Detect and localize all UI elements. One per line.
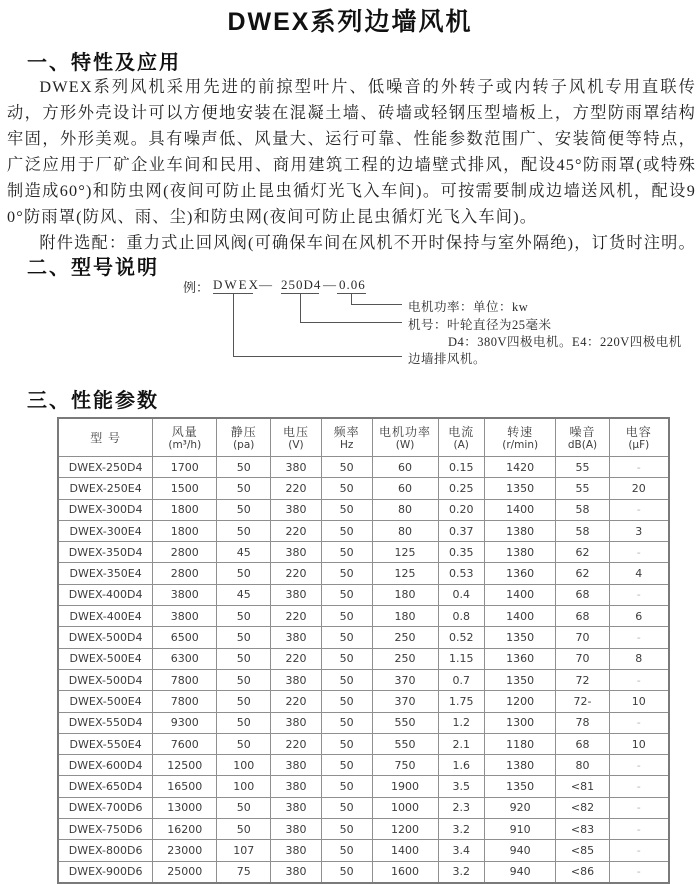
value-cell: 1420	[484, 457, 555, 478]
value-cell: 3	[609, 520, 669, 541]
value-cell: 50	[321, 840, 372, 861]
model-cell: DWEX-400E4	[58, 606, 153, 627]
table-row	[58, 712, 669, 733]
value-cell: 220	[271, 478, 322, 499]
value-cell: 50	[321, 520, 372, 541]
value-cell: 250	[372, 648, 438, 669]
page-title: DWEX系列边墙风机	[227, 8, 473, 36]
value-cell: -	[609, 712, 669, 733]
bracket-power-tick	[351, 293, 352, 304]
value-cell: 1.75	[438, 691, 484, 712]
table-row	[58, 499, 669, 520]
value-cell: 10	[609, 691, 669, 712]
value-cell: 50	[217, 457, 271, 478]
value-cell: 50	[217, 669, 271, 690]
value-cell: 1360	[484, 648, 555, 669]
value-cell: 3.5	[438, 776, 484, 797]
value-cell: 220	[271, 520, 322, 541]
value-cell: 1300	[484, 712, 555, 733]
value-cell: -	[609, 627, 669, 648]
value-cell: 50	[217, 819, 271, 840]
value-cell: 68	[556, 733, 609, 754]
value-cell: 1900	[372, 776, 438, 797]
table-row	[58, 627, 669, 648]
value-cell: 750	[372, 755, 438, 776]
table-row	[58, 606, 669, 627]
value-cell: 1350	[484, 478, 555, 499]
value-cell: 1700	[153, 457, 217, 478]
value-cell: 0.35	[438, 542, 484, 563]
value-cell: 920	[484, 797, 555, 818]
value-cell: 0.37	[438, 520, 484, 541]
value-cell: 23000	[153, 840, 217, 861]
value-cell: 1400	[484, 606, 555, 627]
table-row	[58, 755, 669, 776]
model-cell: DWEX-500D4	[58, 627, 153, 648]
value-cell: -	[609, 861, 669, 883]
value-cell: 125	[372, 542, 438, 563]
value-cell: 60	[372, 457, 438, 478]
value-cell: 50	[217, 563, 271, 584]
value-cell: 62	[556, 542, 609, 563]
value-cell: 380	[271, 776, 322, 797]
value-cell: 50	[321, 691, 372, 712]
value-cell: 80	[372, 520, 438, 541]
value-cell: -	[609, 457, 669, 478]
value-cell: -	[609, 499, 669, 520]
value-cell: 100	[217, 755, 271, 776]
model-cell: DWEX-750D6	[58, 819, 153, 840]
callout-line-power	[351, 304, 402, 305]
model-example-series: DWEX	[213, 277, 260, 292]
value-cell: 4	[609, 563, 669, 584]
value-cell: 100	[217, 776, 271, 797]
value-cell: 80	[372, 499, 438, 520]
value-cell: 1400	[372, 840, 438, 861]
callout-line-size	[300, 322, 402, 323]
value-cell: -	[609, 584, 669, 605]
column-header-1: 风量 (m³/h)	[153, 418, 217, 457]
value-cell: 1800	[153, 499, 217, 520]
callout-label-series: 边墙排风机。	[408, 352, 487, 366]
value-cell: 107	[217, 840, 271, 861]
value-cell: 50	[321, 776, 372, 797]
value-cell: 50	[217, 648, 271, 669]
table-row	[58, 584, 669, 605]
model-example-prefix: 例：	[183, 280, 210, 295]
value-cell: 55	[556, 478, 609, 499]
value-cell: 70	[556, 627, 609, 648]
value-cell: 550	[372, 712, 438, 733]
value-cell: 380	[271, 499, 322, 520]
value-cell: 50	[217, 797, 271, 818]
value-cell: 0.20	[438, 499, 484, 520]
value-cell: 1200	[372, 819, 438, 840]
value-cell: 50	[321, 542, 372, 563]
table-row	[58, 520, 669, 541]
value-cell: -	[609, 669, 669, 690]
value-cell: 1500	[153, 478, 217, 499]
value-cell: 380	[271, 584, 322, 605]
value-cell: 1380	[484, 542, 555, 563]
value-cell: 1.15	[438, 648, 484, 669]
value-cell: 50	[217, 733, 271, 754]
value-cell: 6300	[153, 648, 217, 669]
model-cell: DWEX-300D4	[58, 499, 153, 520]
model-cell: DWEX-550D4	[58, 712, 153, 733]
value-cell: 3.2	[438, 819, 484, 840]
value-cell: 380	[271, 457, 322, 478]
value-cell: -	[609, 542, 669, 563]
value-cell: 7600	[153, 733, 217, 754]
value-cell: 1350	[484, 627, 555, 648]
model-example-dash2: —	[323, 277, 336, 292]
model-cell: DWEX-800D6	[58, 840, 153, 861]
table-row	[58, 478, 669, 499]
value-cell: 58	[556, 499, 609, 520]
value-cell: 50	[321, 478, 372, 499]
value-cell: 55	[556, 457, 609, 478]
value-cell: <82	[556, 797, 609, 818]
value-cell: 45	[217, 542, 271, 563]
callout-label-power: 电机功率：单位：kw	[408, 300, 529, 314]
value-cell: 7800	[153, 669, 217, 690]
value-cell: -	[609, 819, 669, 840]
value-cell: 380	[271, 797, 322, 818]
value-cell: 7800	[153, 691, 217, 712]
table-row	[58, 733, 669, 754]
value-cell: 10	[609, 733, 669, 754]
value-cell: 2.3	[438, 797, 484, 818]
model-example-size: 250D4	[281, 277, 322, 292]
model-cell: DWEX-900D6	[58, 861, 153, 883]
value-cell: 1000	[372, 797, 438, 818]
table-row	[58, 457, 669, 478]
column-header-0: 型 号	[58, 418, 153, 457]
value-cell: 50	[321, 563, 372, 584]
column-header-6: 电流 (A)	[438, 418, 484, 457]
value-cell: 50	[321, 606, 372, 627]
value-cell: 50	[321, 499, 372, 520]
value-cell: 20	[609, 478, 669, 499]
value-cell: 180	[372, 584, 438, 605]
table-row	[58, 819, 669, 840]
value-cell: 50	[321, 584, 372, 605]
value-cell: <83	[556, 819, 609, 840]
value-cell: -	[609, 840, 669, 861]
value-cell: 75	[217, 861, 271, 883]
value-cell: 16500	[153, 776, 217, 797]
value-cell: 50	[217, 691, 271, 712]
model-cell: DWEX-250D4	[58, 457, 153, 478]
table-row	[58, 861, 669, 883]
value-cell: 1400	[484, 584, 555, 605]
value-cell: 50	[321, 797, 372, 818]
value-cell: 50	[217, 606, 271, 627]
value-cell: 370	[372, 669, 438, 690]
value-cell: 370	[372, 691, 438, 712]
section-heading-performance: 三、性能参数	[27, 390, 159, 412]
value-cell: 12500	[153, 755, 217, 776]
bracket-size-tick	[300, 293, 301, 322]
section-heading-features: 一、特性及应用	[27, 52, 181, 74]
value-cell: 3.4	[438, 840, 484, 861]
features-paragraph-1: DWEX系列风机采用先进的前掠型叶片、低噪音的外转子或内转子风机专用直联传动，方形外壳设计可以方便地安装在混凝土墙、砖墙或轻钢压型墙板上，方型防雨罩结构牢固，外形美观。具有噪声低、风量大、运行可靠、性能参数范围广、安装简便等特点，广泛应用于厂矿企业车间和民用、商用建筑工程的边墙壁式排风，配设45°防雨罩(或特殊制造成60°)和防虫网(夜间可防止昆虫循灯光飞入车间)。可按需要制成边墙送风机，配设90°防雨罩(防风、雨、尘)和防虫网(夜间可防止昆虫循灯光飞入车间)。	[7, 78, 696, 226]
value-cell: 0.53	[438, 563, 484, 584]
value-cell: 58	[556, 520, 609, 541]
model-cell: DWEX-700D6	[58, 797, 153, 818]
model-cell: DWEX-600D4	[58, 755, 153, 776]
value-cell: 1200	[484, 691, 555, 712]
table-row	[58, 648, 669, 669]
value-cell: 9300	[153, 712, 217, 733]
value-cell: 220	[271, 691, 322, 712]
column-header-9: 电容 (μF)	[609, 418, 669, 457]
value-cell: 13000	[153, 797, 217, 818]
value-cell: 72	[556, 669, 609, 690]
column-header-8: 噪音 dB(A)	[556, 418, 609, 457]
value-cell: 50	[321, 457, 372, 478]
value-cell: 50	[217, 478, 271, 499]
value-cell: 220	[271, 606, 322, 627]
value-cell: 50	[217, 627, 271, 648]
value-cell: 1350	[484, 776, 555, 797]
value-cell: 380	[271, 861, 322, 883]
value-cell: 1180	[484, 733, 555, 754]
value-cell: 60	[372, 478, 438, 499]
model-example-power: 0.06	[339, 277, 366, 292]
value-cell: 6500	[153, 627, 217, 648]
model-example-dash1: —	[259, 277, 272, 292]
value-cell: 50	[321, 819, 372, 840]
value-cell: 50	[217, 499, 271, 520]
value-cell: 250	[372, 627, 438, 648]
value-cell: 220	[271, 733, 322, 754]
callout-line-series	[233, 356, 402, 357]
value-cell: 380	[271, 712, 322, 733]
value-cell: <86	[556, 861, 609, 883]
model-cell: DWEX-500E4	[58, 648, 153, 669]
value-cell: 220	[271, 563, 322, 584]
value-cell: 78	[556, 712, 609, 733]
value-cell: 380	[271, 669, 322, 690]
column-header-4: 频率 Hz	[321, 418, 372, 457]
value-cell: <85	[556, 840, 609, 861]
value-cell: 1.6	[438, 755, 484, 776]
column-header-3: 电压 (V)	[271, 418, 322, 457]
model-cell: DWEX-400D4	[58, 584, 153, 605]
value-cell: 0.4	[438, 584, 484, 605]
table-row	[58, 797, 669, 818]
value-cell: 62	[556, 563, 609, 584]
performance-table-body	[58, 457, 669, 883]
value-cell: 50	[217, 712, 271, 733]
value-cell: 50	[321, 627, 372, 648]
model-cell: DWEX-350D4	[58, 542, 153, 563]
value-cell: 70	[556, 648, 609, 669]
value-cell: 50	[321, 861, 372, 883]
model-cell: DWEX-500D4	[58, 669, 153, 690]
value-cell: 1400	[484, 499, 555, 520]
value-cell: <81	[556, 776, 609, 797]
table-row	[58, 542, 669, 563]
column-header-5: 电机功率 (W)	[372, 418, 438, 457]
value-cell: 3800	[153, 584, 217, 605]
value-cell: 380	[271, 755, 322, 776]
value-cell: -	[609, 755, 669, 776]
table-row	[58, 669, 669, 690]
value-cell: 25000	[153, 861, 217, 883]
value-cell: 180	[372, 606, 438, 627]
value-cell: 8	[609, 648, 669, 669]
value-cell: 50	[217, 520, 271, 541]
value-cell: -	[609, 797, 669, 818]
value-cell: 380	[271, 542, 322, 563]
bracket-series-tick	[233, 293, 234, 356]
value-cell: 2800	[153, 563, 217, 584]
value-cell: 940	[484, 840, 555, 861]
value-cell: 2800	[153, 542, 217, 563]
model-cell: DWEX-300E4	[58, 520, 153, 541]
value-cell: 0.52	[438, 627, 484, 648]
value-cell: 380	[271, 819, 322, 840]
table-row	[58, 691, 669, 712]
column-header-7: 转速 (r/min)	[484, 418, 555, 457]
value-cell: 550	[372, 733, 438, 754]
value-cell: 0.15	[438, 457, 484, 478]
section-heading-model: 二、型号说明	[27, 257, 159, 279]
value-cell: 50	[321, 669, 372, 690]
table-row	[58, 776, 669, 797]
value-cell: 16200	[153, 819, 217, 840]
value-cell: 0.8	[438, 606, 484, 627]
value-cell: 380	[271, 627, 322, 648]
value-cell: 1600	[372, 861, 438, 883]
table-row	[58, 563, 669, 584]
value-cell: 0.25	[438, 478, 484, 499]
value-cell: 0.7	[438, 669, 484, 690]
model-cell: DWEX-350E4	[58, 563, 153, 584]
value-cell: -	[609, 776, 669, 797]
value-cell: 2.1	[438, 733, 484, 754]
value-cell: 940	[484, 861, 555, 883]
model-cell: DWEX-250E4	[58, 478, 153, 499]
value-cell: 6	[609, 606, 669, 627]
value-cell: 68	[556, 584, 609, 605]
features-paragraph-2: 附件选配：重力式止回风阀(可确保车间在风机不开时保持与室外隔绝)，订货时注明。	[39, 234, 696, 252]
value-cell: 1380	[484, 520, 555, 541]
value-cell: 50	[321, 755, 372, 776]
performance-table	[57, 417, 670, 884]
value-cell: 50	[321, 712, 372, 733]
table-row	[58, 840, 669, 861]
callout-label-size: 机号：叶轮直径为25毫米	[408, 318, 552, 332]
value-cell: 1.2	[438, 712, 484, 733]
model-cell: DWEX-500E4	[58, 691, 153, 712]
column-header-2: 静压 (pa)	[217, 418, 271, 457]
value-cell: 80	[556, 755, 609, 776]
value-cell: 125	[372, 563, 438, 584]
value-cell: 1380	[484, 755, 555, 776]
value-cell: 45	[217, 584, 271, 605]
callout-label-size-2: D4：380V四极电机。E4：220V四极电机	[448, 335, 682, 349]
value-cell: 3.2	[438, 861, 484, 883]
model-cell: DWEX-650D4	[58, 776, 153, 797]
value-cell: 72-	[556, 691, 609, 712]
value-cell: 50	[321, 733, 372, 754]
value-cell: 1350	[484, 669, 555, 690]
model-cell: DWEX-550E4	[58, 733, 153, 754]
value-cell: 1800	[153, 520, 217, 541]
value-cell: 910	[484, 819, 555, 840]
value-cell: 50	[321, 648, 372, 669]
value-cell: 3800	[153, 606, 217, 627]
features-text	[7, 74, 696, 256]
value-cell: 220	[271, 648, 322, 669]
value-cell: 380	[271, 840, 322, 861]
value-cell: 1360	[484, 563, 555, 584]
performance-table-header-row	[58, 418, 669, 457]
value-cell: 68	[556, 606, 609, 627]
